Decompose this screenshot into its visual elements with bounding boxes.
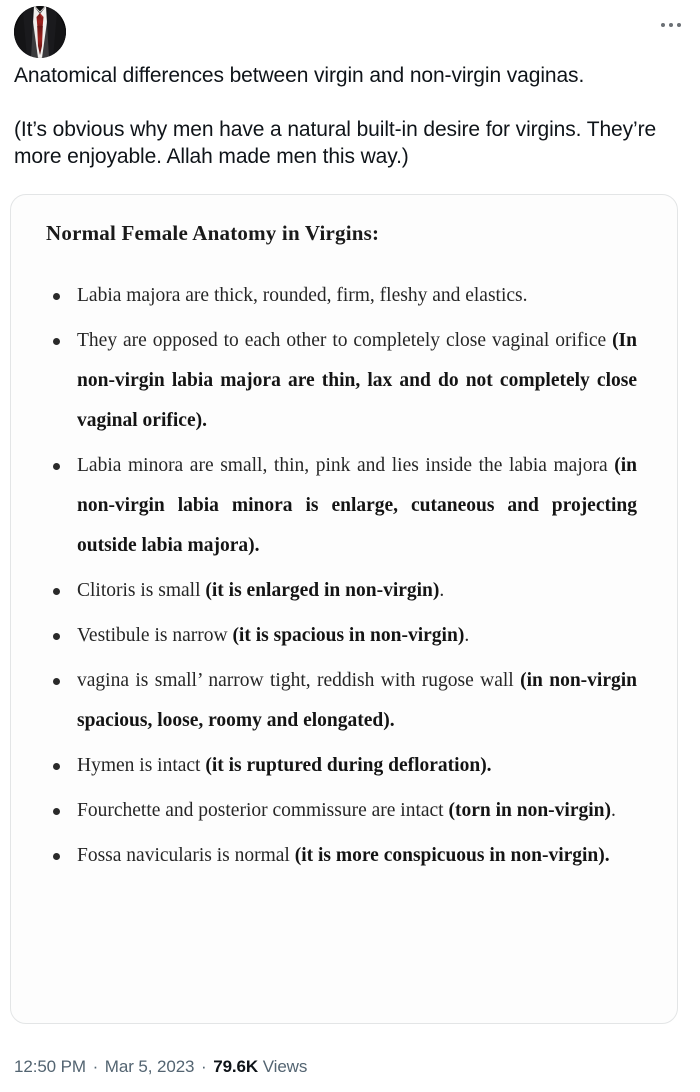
list-item	[33, 661, 655, 741]
more-options-button[interactable]	[656, 12, 686, 38]
tweet-body	[0, 62, 700, 170]
meta-separator-2: ·	[201, 1057, 212, 1076]
list-item-emphasis: (in non-virgin labia minora is enlarge, cutaneous and projecting outside labia majora).	[77, 455, 637, 556]
list-item-text: .	[464, 625, 470, 646]
list-item-emphasis: (In non-virgin labia majora are thin, lax and do not completely close vaginal orifice).	[77, 330, 637, 431]
post-date: Mar 5, 2023	[104, 1057, 195, 1076]
list-item-text: Fossa navicularis is normal	[77, 845, 295, 866]
embedded-image-card[interactable]	[10, 194, 678, 1024]
list-item	[33, 616, 655, 656]
list-item-emphasis: (torn in non-virgin)	[448, 800, 611, 821]
more-horizontal-icon	[661, 23, 681, 27]
list-item-emphasis: (it is spacious in non-virgin)	[232, 625, 465, 646]
list-item	[33, 321, 655, 441]
list-item-text: .	[439, 580, 445, 601]
list-item-emphasis: (it is more conspicuous in non-virgin).	[294, 845, 610, 866]
list-item	[33, 791, 655, 831]
meta-separator-1: ·	[92, 1057, 103, 1076]
views-label: Views	[262, 1057, 308, 1076]
list-item	[33, 836, 655, 876]
avatar-image	[14, 6, 66, 58]
tweet-paragraph-1: Anatomical differences between virgin and non-virgin vaginas.	[14, 64, 585, 87]
list-item-text: vagina is small’ narrow tight, reddish with rugose wall	[77, 670, 521, 691]
views-count: 79.6K	[213, 1057, 259, 1076]
list-item-text: Labia minora are small, thin, pink and lies inside the labia majora	[77, 455, 615, 476]
post-metadata	[14, 1056, 307, 1078]
document-heading: Normal Female Anatomy in Virgins:	[46, 221, 380, 245]
document-bullet-list	[33, 276, 655, 876]
list-item	[33, 446, 655, 566]
avatar[interactable]	[14, 6, 66, 58]
list-item-text: .	[610, 800, 616, 821]
tweet-paragraph-2: (It’s obvious why men have a natural built-in desire for virgins. They’re more enjoyable. Allah made men this way.)	[14, 118, 657, 168]
list-item-text: Labia majora are thick, rounded, firm, fleshy and elastics.	[77, 285, 528, 306]
post-header	[0, 0, 700, 62]
list-item-text: Hymen is intact	[77, 755, 206, 776]
list-item-text: Clitoris is small	[77, 580, 206, 601]
list-item	[33, 276, 655, 316]
list-item-text: They are opposed to each other to completely close vaginal orifice	[77, 330, 613, 351]
list-item-emphasis: (it is ruptured during defloration).	[205, 755, 492, 776]
list-item-emphasis: (it is enlarged in non-virgin)	[205, 580, 440, 601]
post-time: 12:50 PM	[14, 1057, 86, 1076]
list-item-emphasis: (in non-virgin spacious, loose, roomy and elongated).	[77, 670, 638, 731]
list-item-text: Vestibule is narrow	[77, 625, 233, 646]
list-item	[33, 571, 655, 611]
list-item	[33, 746, 655, 786]
list-item-text: Fourchette and posterior commissure are intact	[77, 800, 449, 821]
card-content	[11, 195, 677, 891]
